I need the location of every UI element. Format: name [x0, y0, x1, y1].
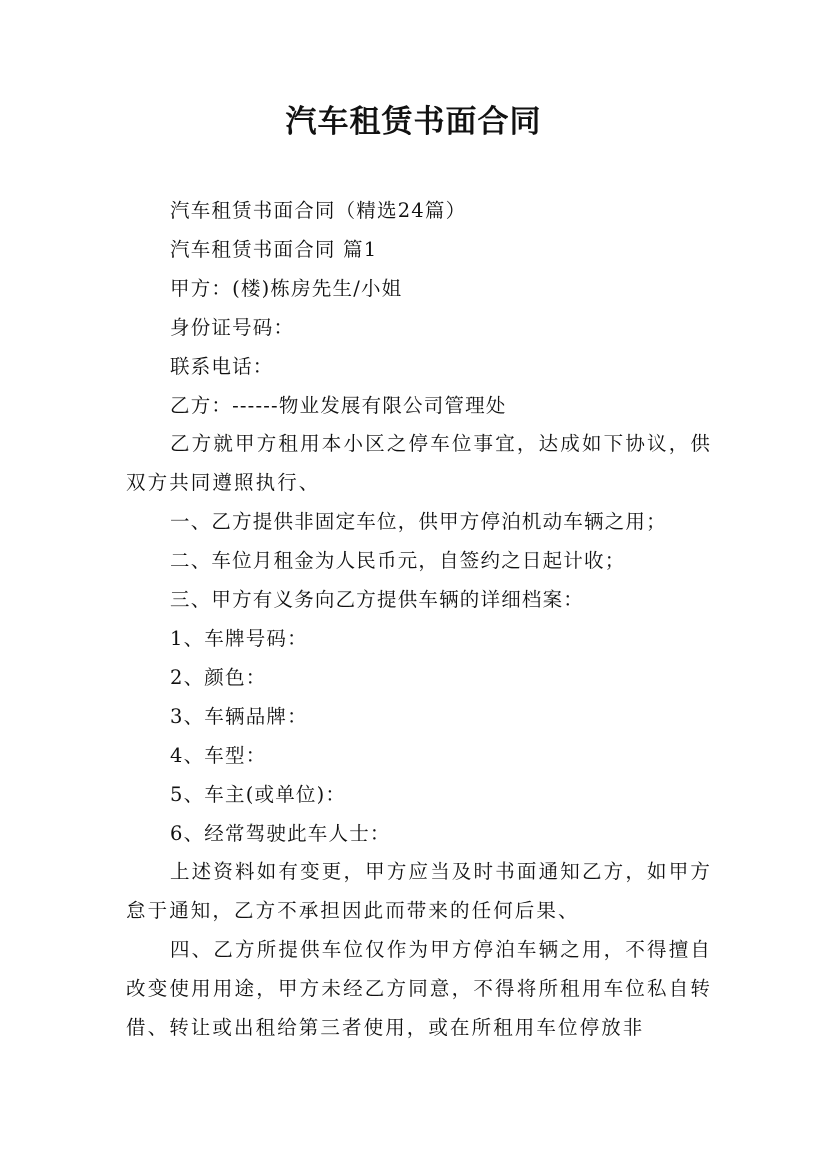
paragraph-clause-2: 二、车位月租金为人民币元，自签约之日起计收； — [170, 549, 626, 573]
paragraph-item-driver: 6、经常驾驶此车人士： — [170, 821, 391, 845]
paragraph-item-plate: 1、车牌号码： — [170, 626, 308, 650]
paragraph-clause-3: 三、甲方有义务向乙方提供车辆的详细档案： — [170, 588, 585, 612]
paragraph-chapter-heading: 汽车租赁书面合同 篇1 — [170, 237, 378, 261]
paragraph-item-owner: 5、车主(或单位)： — [170, 782, 347, 806]
document-body — [126, 192, 712, 1048]
paragraph-clause-1: 一、乙方提供非固定车位，供甲方停泊机动车辆之用； — [170, 510, 667, 534]
paragraph-phone: 联系电话： — [170, 354, 274, 378]
paragraph-subtitle: 汽车租赁书面合同（精选24篇） — [170, 199, 467, 222]
paragraph-item-color: 2、颜色： — [170, 665, 267, 689]
paragraph-item-model: 4、车型： — [170, 743, 267, 767]
paragraph-change-notice: 上述资料如有变更，甲方应当及时书面通知乙方，如甲方怠于通知，乙方不承担因此而带来的任何后果、 — [126, 860, 712, 923]
paragraph-party-a: 甲方：(楼)栋房先生/小姐 — [170, 276, 403, 300]
document-title: 汽车租赁书面合同 — [285, 104, 542, 140]
paragraph-party-b: 乙方：------物业发展有限公司管理处 — [170, 393, 507, 417]
paragraph-id-number: 身份证号码： — [170, 315, 295, 339]
paragraph-clause-4: 四、乙方所提供车位仅作为甲方停泊车辆之用，不得擅自改变使用用途，甲方未经乙方同意，不得将所租用车位私自转借、转让或出租给第三者使用，或在所租用车位停放非 — [126, 938, 712, 1040]
paragraph-item-brand: 3、车辆品牌： — [170, 704, 308, 728]
paragraph-agreement-intro: 乙方就甲方租用本小区之停车位事宜，达成如下协议，供双方共同遵照执行、 — [126, 432, 712, 495]
